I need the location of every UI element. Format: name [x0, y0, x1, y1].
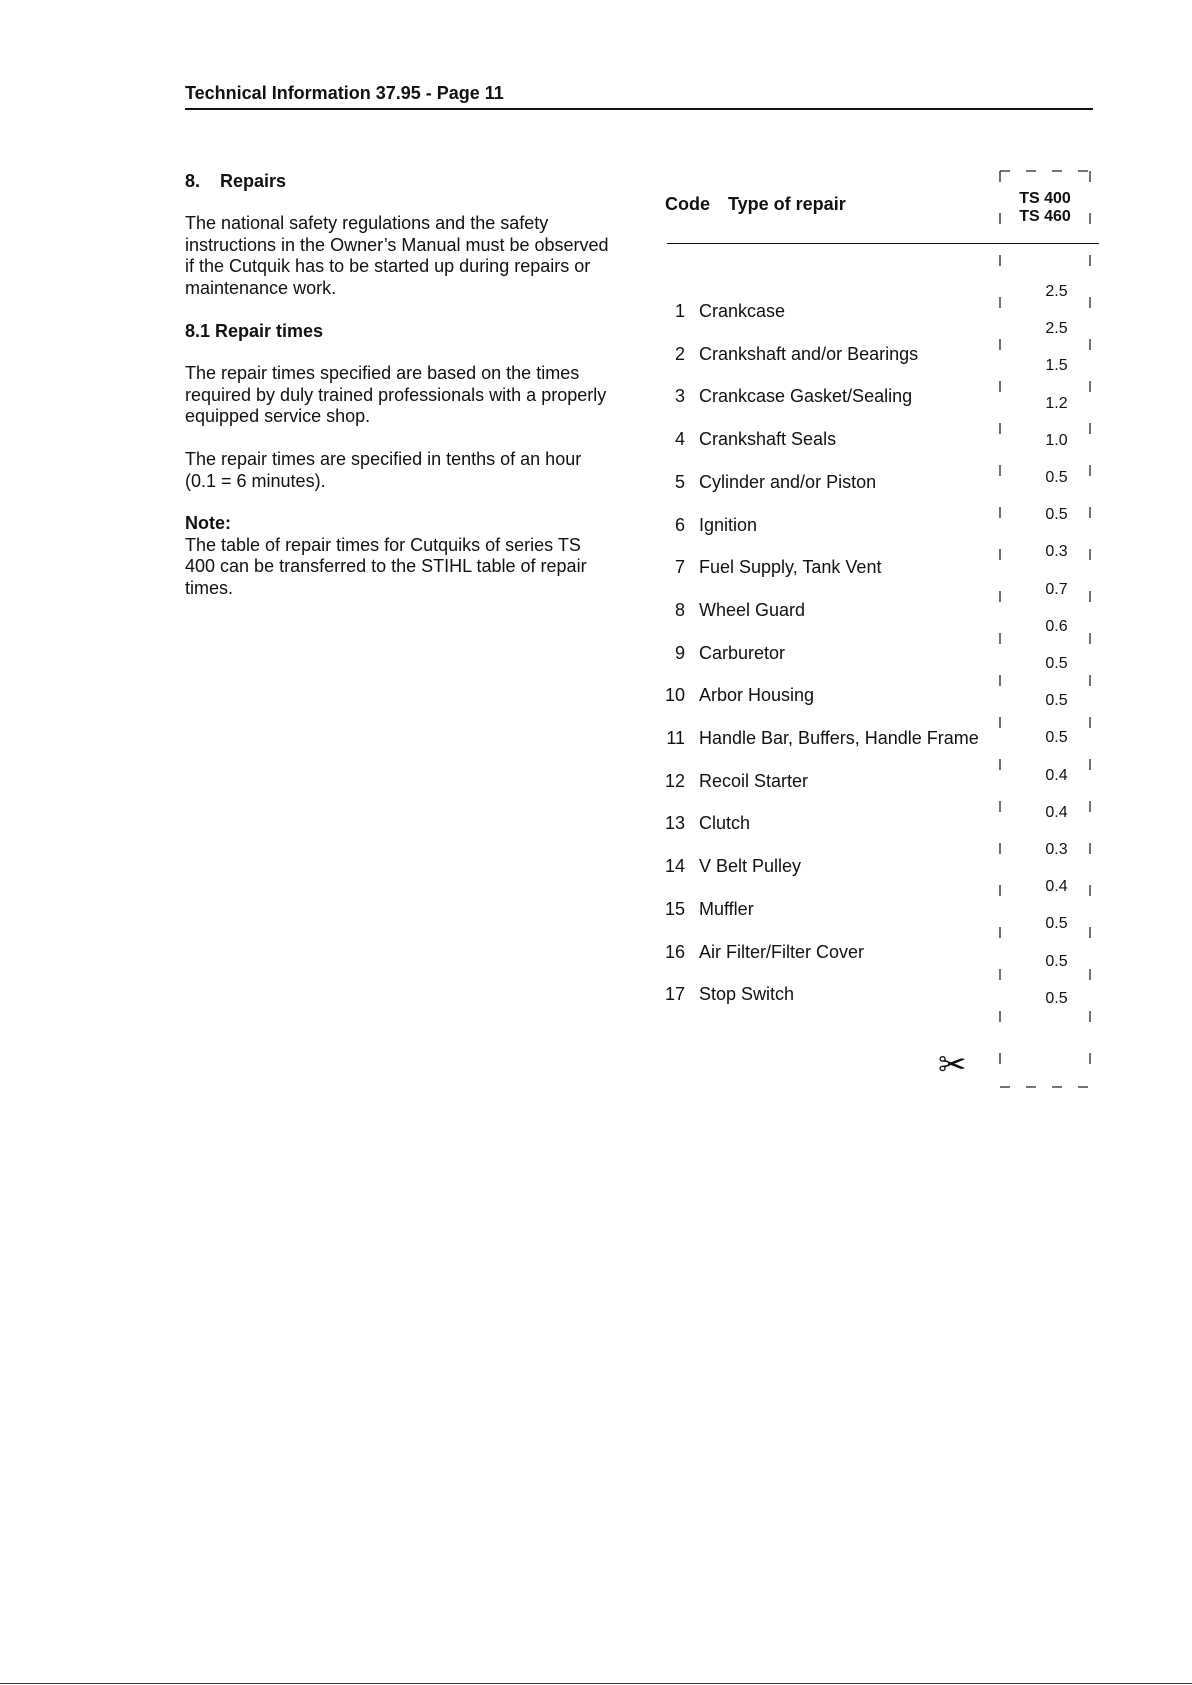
repair-time-value: 1.5: [1045, 357, 1068, 375]
page-bottom-edge: [0, 1683, 1192, 1684]
repair-times-paragraph-1: The repair times specified are based on the times required by duly trained professionals with a properly equipped service shop.: [185, 363, 607, 426]
repair-time-value: 0.3: [1045, 543, 1068, 561]
row-code: 10: [664, 685, 685, 706]
repair-time-value: 0.5: [1045, 655, 1068, 672]
repair-time-value: 0.5: [1045, 692, 1068, 710]
repair-time-value: 2.5: [1045, 320, 1068, 338]
section-heading: [185, 170, 286, 192]
repair-time-value: 0.4: [1045, 803, 1068, 821]
row-code: 17: [664, 984, 685, 1005]
scissors-icon: ✂: [938, 1046, 967, 1084]
row-code: 2: [674, 343, 685, 364]
row-repair-type: Fuel Supply, Tank Vent: [699, 557, 882, 578]
row-repair-type: Muffler: [699, 898, 754, 919]
row-repair-type: Stop Switch: [699, 984, 795, 1005]
row-repair-type: Handle Bar, Buffers, Handle Frame: [699, 728, 979, 748]
column-header-code: Code: [665, 194, 710, 214]
repair-time-value: 0.7: [1045, 580, 1068, 598]
page-header-title: Technical Information 37.95 - Page 11: [185, 83, 504, 103]
note-label: Note:: [185, 513, 231, 533]
repair-time-value: 0.5: [1045, 989, 1068, 1007]
row-repair-type: Crankshaft and/or Bearings: [699, 343, 919, 364]
row-code: 8: [674, 599, 685, 620]
column-header-model-2: TS 460: [1019, 208, 1071, 225]
row-code: 4: [674, 429, 685, 450]
repair-time-value: 0.3: [1045, 841, 1068, 858]
repair-time-value: 0.5: [1045, 469, 1068, 486]
row-repair-type: Arbor Housing: [699, 685, 815, 706]
repair-time-value: 0.5: [1045, 952, 1068, 970]
subsection-heading: 8.1 Repair times: [185, 321, 324, 341]
row-code: 14: [664, 856, 685, 877]
row-code: 1: [674, 301, 685, 321]
repair-time-value: 0.5: [1045, 729, 1068, 747]
repair-time-value: 1.2: [1045, 394, 1068, 412]
row-code: 12: [664, 770, 685, 791]
row-code: 9: [674, 642, 685, 663]
row-repair-type: V Belt Pulley: [699, 856, 802, 877]
row-code: 13: [664, 813, 685, 834]
row-repair-type: Crankshaft Seals: [699, 429, 837, 450]
row-repair-type: Ignition: [699, 514, 758, 535]
repair-times-paragraph-2: The repair times are specified in tenths of an hour (0.1 = 6 minutes).: [185, 449, 582, 491]
row-code: 3: [674, 386, 685, 407]
row-code: 5: [674, 471, 685, 492]
row-code: 15: [664, 898, 685, 919]
row-repair-type: Crankcase Gasket/Sealing: [699, 386, 913, 407]
row-repair-type: Wheel Guard: [699, 599, 806, 620]
section-title: Repairs: [220, 171, 287, 191]
repair-time-value: 1.0: [1045, 431, 1068, 449]
repair-time-value: 0.5: [1045, 506, 1068, 524]
repair-time-value: 0.4: [1045, 766, 1068, 784]
repair-time-value: 0.4: [1045, 878, 1068, 896]
row-code: 6: [674, 514, 685, 535]
row-code: 11: [666, 728, 685, 748]
row-repair-type: Cylinder and/or Piston: [699, 471, 877, 492]
row-repair-type: Recoil Starter: [699, 770, 809, 791]
note-block: [185, 513, 615, 599]
row-repair-type: Clutch: [699, 813, 751, 834]
row-repair-type: Crankcase: [699, 301, 786, 321]
repair-time-value: 2.5: [1045, 283, 1068, 300]
row-repair-type: Air Filter/Filter Cover: [699, 941, 865, 962]
cut-out-column-border: [999, 170, 1091, 1088]
row-repair-type: Carburetor: [699, 642, 786, 663]
column-header-type: Type of repair: [728, 194, 846, 214]
page-header: [185, 82, 1093, 110]
repair-time-value: 0.6: [1045, 617, 1068, 635]
row-code: 7: [674, 557, 685, 578]
column-header-model-1: TS 400: [1019, 190, 1071, 207]
section-number: 8.: [185, 171, 201, 191]
repair-time-value: 0.5: [1045, 915, 1068, 933]
note-text: The table of repair times for Cutquiks of series TS 400 can be transferred to the STIHL table of repair times.: [185, 534, 587, 598]
row-code: 16: [664, 941, 685, 962]
section-intro: The national safety regulations and the safety instructions in the Owner’s Manual must be observed if the Cutquik has to be started up during repairs or maintenance work.: [185, 213, 609, 298]
